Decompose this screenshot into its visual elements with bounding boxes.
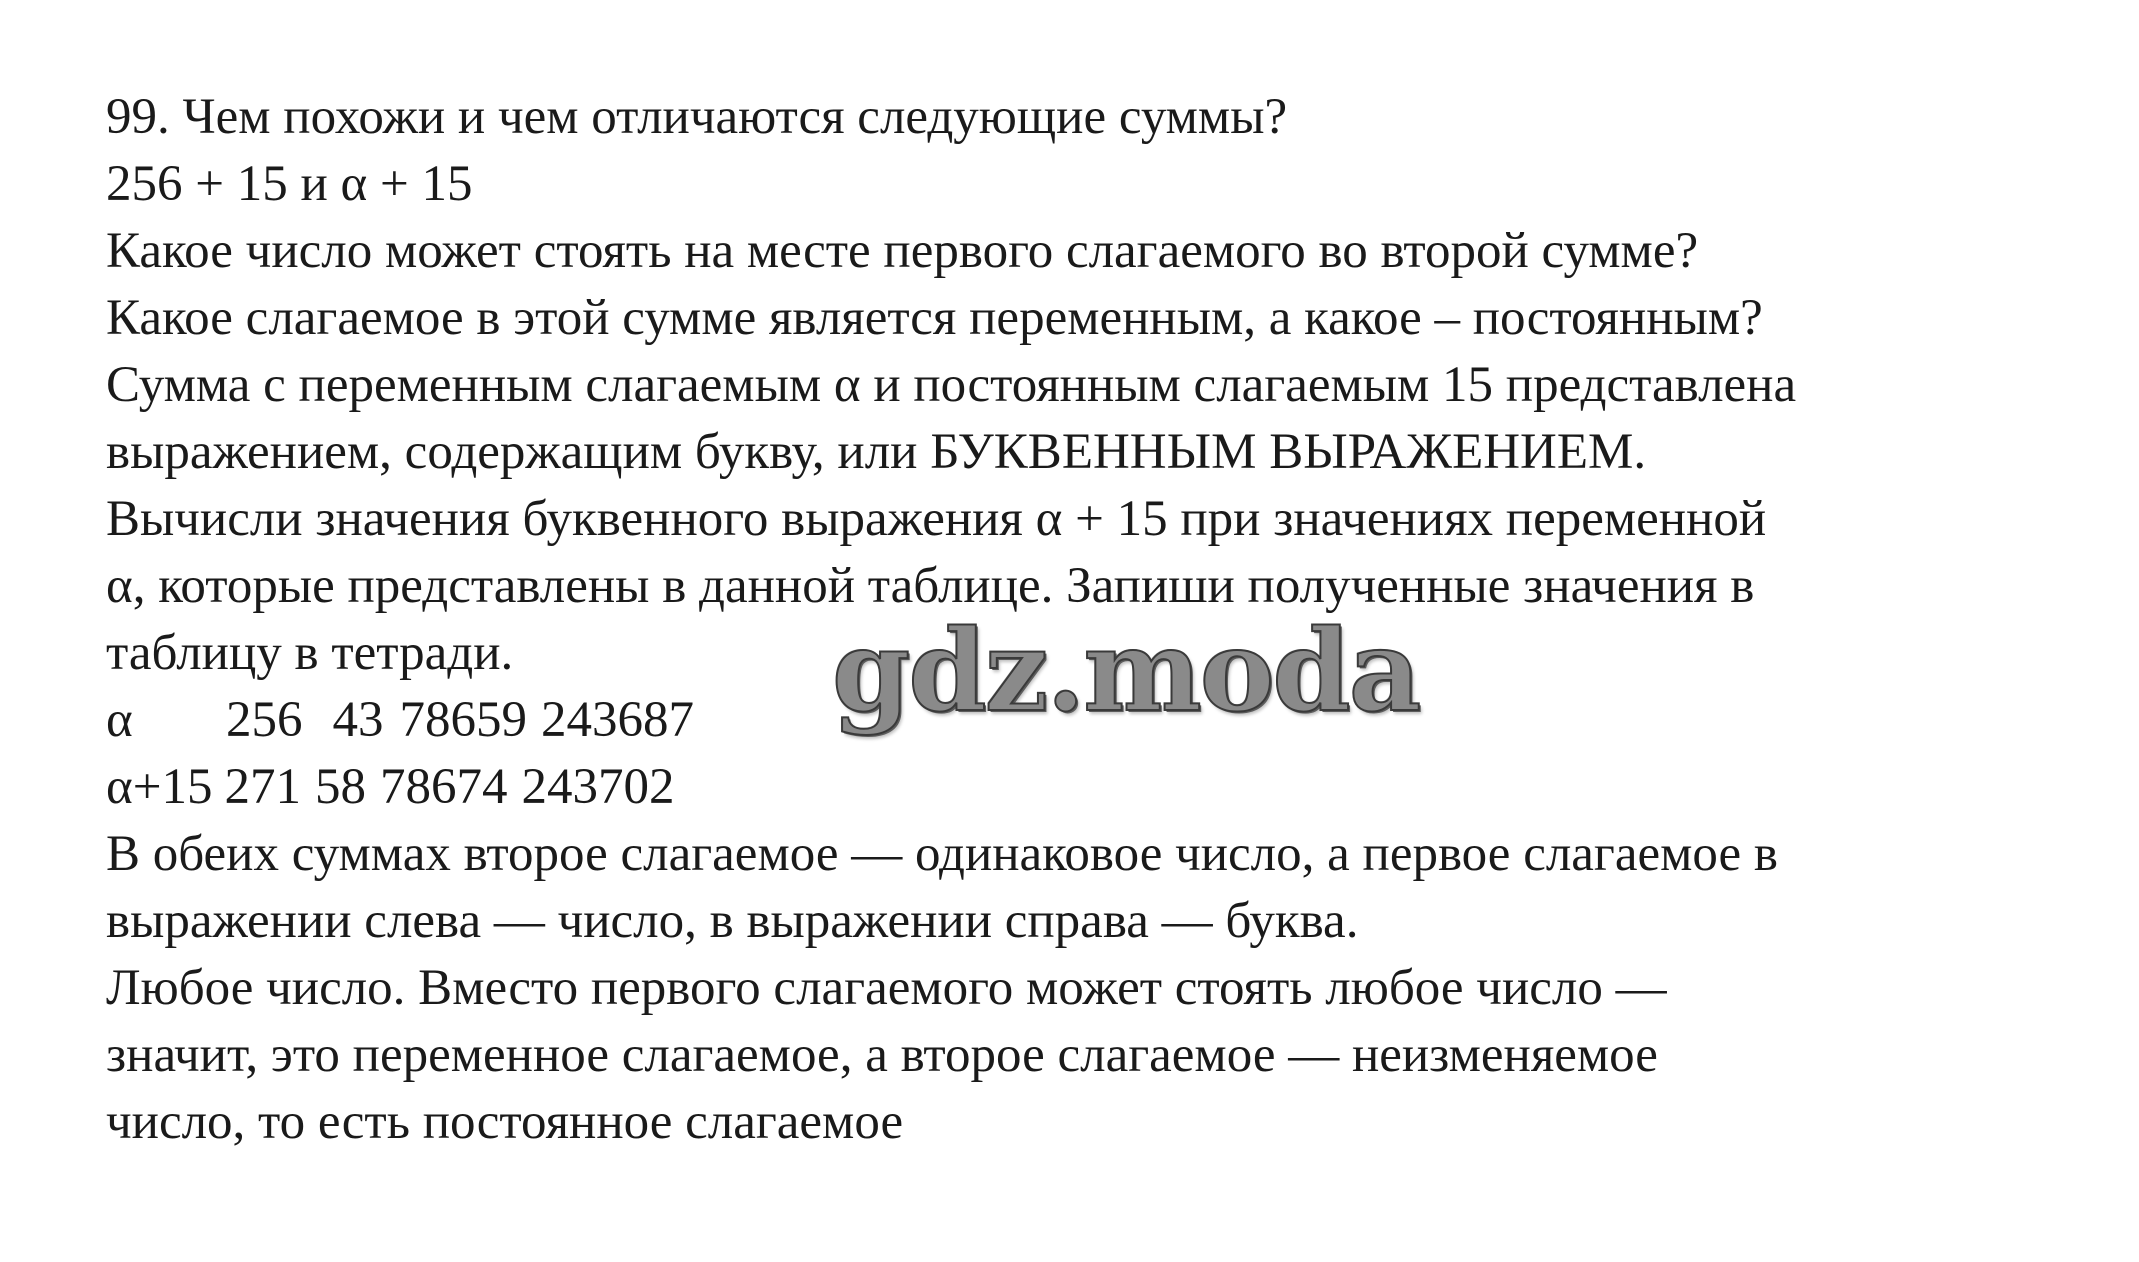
table-cell: 78674 (379, 759, 508, 815)
text-line: таблицу в тетради. (106, 625, 514, 681)
text-line: Сумма с переменным слагаемым α и постоянным слагаемым 15 представлена (106, 357, 1797, 413)
question-line: Какое число может стоять на месте первого слагаемого во второй сумме? (106, 223, 1699, 279)
table-cell: 43 (332, 692, 384, 748)
table-cell: 58 (314, 759, 366, 815)
question-line: Какое слагаемое в этой сумме является переменным, а какое – постоянным? (106, 290, 1763, 346)
table-row (106, 754, 2106, 821)
answer-line: Любое число. Вместо первого слагаемого может стоять любое число — (106, 960, 1667, 1016)
answer-line: выражении слева — число, в выражении справа — буква. (106, 893, 1359, 949)
table-cell: 243702 (521, 759, 675, 815)
text-line: α, которые представлены в данной таблице. Запиши полученные значения в (106, 558, 1755, 614)
task-title: 99. Чем похожи и чем отличаются следующие суммы? (106, 89, 1288, 145)
table-row-header: α+15 (106, 759, 213, 815)
sums-expression: 256 + 15 и α + 15 (106, 156, 473, 212)
table-row-header: α (106, 692, 133, 748)
text-line: выражением, содержащим букву, или БУКВЕННЫМ ВЫРАЖЕНИЕМ. (106, 424, 1647, 480)
answer-line: значит, это переменное слагаемое, а второе слагаемое — неизменяемое (106, 1027, 1658, 1083)
text-line: Вычисли значения буквенного выражения α + 15 при значениях переменной (106, 491, 1767, 547)
answer-line: число, то есть постоянное слагаемое (106, 1094, 904, 1150)
watermark-logo: gdz.moda (832, 606, 1420, 737)
table-cell: 243687 (541, 692, 694, 748)
table-cell: 271 (224, 759, 301, 815)
table-cell: 78659 (399, 692, 527, 748)
answer-line: В обеих суммах второе слагаемое — одинаковое число, а первое слагаемое в (106, 826, 1778, 882)
table-cell: 256 (226, 692, 303, 748)
